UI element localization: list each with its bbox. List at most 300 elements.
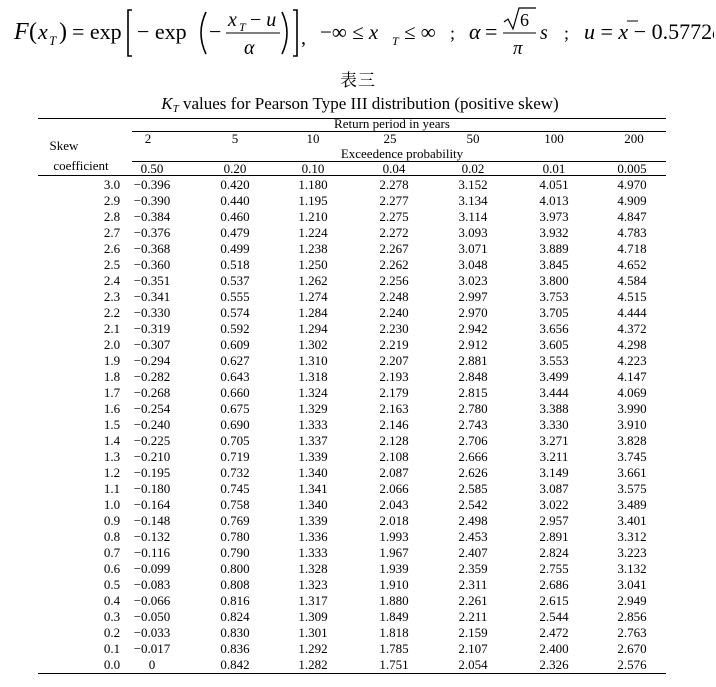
kt-value-cell: 2.087 [379, 465, 409, 480]
kt-value-cell: 0.460 [220, 209, 250, 224]
table-row [38, 417, 666, 433]
kt-value-cell: 2.407 [458, 545, 488, 560]
svg-text:= exp: = exp [72, 19, 122, 44]
kt-value-cell: 2.856 [617, 609, 647, 624]
skew-label-line-2: coefficient [53, 158, 109, 173]
table-row [38, 305, 666, 321]
kt-value-cell: 3.745 [617, 449, 647, 464]
return-period-header: 200 [624, 131, 644, 146]
kt-value-cell: 2.763 [617, 625, 647, 640]
kt-value-cell: 4.444 [617, 305, 647, 320]
kt-value-cell: 2.400 [539, 641, 569, 656]
kt-value-cell: 4.298 [617, 337, 647, 352]
kt-value-cell: 3.211 [539, 449, 569, 464]
table-row [38, 545, 666, 561]
kt-value-cell: −0.017 [133, 641, 171, 656]
skew-cell: 2.2 [103, 305, 121, 320]
kt-value-cell: 0.643 [220, 369, 250, 384]
table-row [38, 241, 666, 257]
kt-value-cell: 0.745 [220, 481, 250, 496]
kt-value-cell: −0.319 [133, 321, 171, 336]
kt-value-cell: 1.333 [298, 545, 328, 560]
table-row [38, 369, 666, 385]
kt-value-cell: 0.675 [220, 401, 250, 416]
exceedence-label: Exceedence probability [340, 146, 464, 161]
kt-value-cell: 2.542 [458, 497, 488, 512]
kt-value-cell: 3.048 [458, 257, 488, 272]
kt-value-cell: 1.339 [298, 449, 328, 464]
gumbel-formula [14, 2, 714, 60]
probability-header: 0.20 [223, 161, 247, 176]
probability-header: 0.005 [617, 161, 647, 176]
skew-cell: 2.5 [103, 257, 121, 272]
skew-cell: 2.4 [103, 273, 121, 288]
kt-value-cell: 2.211 [458, 609, 488, 624]
kt-value-cell: 0.842 [220, 657, 250, 672]
return-period-header: 100 [544, 131, 564, 146]
svg-text:=: = [485, 19, 498, 44]
svg-text:s: s [540, 22, 548, 44]
kt-value-cell: 2.219 [379, 337, 409, 352]
kt-value-cell: 3.134 [458, 193, 488, 208]
kt-value-cell: 2.706 [458, 433, 488, 448]
kt-value-cell: 3.661 [617, 465, 647, 480]
kt-value-cell: 2.207 [379, 353, 409, 368]
svg-text:F: F [14, 19, 29, 45]
kt-value-cell: 2.128 [379, 433, 409, 448]
table-row [38, 401, 666, 417]
kt-value-cell: 0.537 [220, 273, 250, 288]
kt-value-cell: 0.627 [220, 353, 250, 368]
skew-cell: 1.4 [103, 433, 121, 448]
kt-value-cell: −0.254 [133, 401, 171, 416]
svg-text:;: ; [564, 23, 570, 43]
kt-value-cell: −0.294 [133, 353, 171, 368]
table-row [38, 385, 666, 401]
kt-value-cell: 3.828 [617, 433, 647, 448]
kt-value-cell: 2.240 [379, 305, 409, 320]
table-row [38, 481, 666, 497]
table-row [38, 257, 666, 273]
kt-value-cell: 0.518 [220, 257, 250, 272]
skew-cell: 2.6 [103, 241, 121, 256]
kt-value-cell: −0.240 [133, 417, 171, 432]
kt-value-cell: −0.066 [133, 593, 171, 608]
kt-value-cell: 0.499 [220, 241, 250, 256]
kt-value-cell: 2.193 [379, 369, 409, 384]
title-k-symbol: K [161, 94, 173, 113]
kt-value-cell: 4.372 [617, 321, 647, 336]
kt-value-cell: 1.274 [298, 289, 328, 304]
kt-value-cell: 0.732 [220, 465, 250, 480]
kt-value-cell: −0.330 [133, 305, 171, 320]
kt-value-cell: 2.780 [458, 401, 488, 416]
kt-value-cell: 3.705 [539, 305, 569, 320]
kt-value-cell: 1.333 [298, 417, 328, 432]
probability-header: 0.50 [140, 161, 164, 176]
kt-value-cell: 4.584 [617, 273, 647, 288]
kt-value-cell: 2.311 [458, 577, 488, 592]
kt-value-cell: 1.294 [298, 321, 328, 336]
kt-value-cell: 0.420 [220, 177, 250, 192]
kt-value-cell: 1.324 [298, 385, 328, 400]
kt-value-cell: 3.910 [617, 417, 647, 432]
svg-text:,: , [301, 27, 306, 49]
kt-value-cell: 0.555 [220, 289, 250, 304]
kt-value-cell: 2.159 [458, 625, 488, 640]
kt-value-cell: 1.329 [298, 401, 328, 416]
kt-value-cell: 2.262 [379, 257, 409, 272]
kt-value-cell: 1.284 [298, 305, 328, 320]
kt-value-cell: −0.360 [133, 257, 171, 272]
kt-value-cell: 2.997 [458, 289, 488, 304]
kt-value-cell: 0.690 [220, 417, 250, 432]
kt-value-cell: 1.340 [298, 465, 328, 480]
kt-value-cell: −0.351 [133, 273, 171, 288]
table-row [38, 289, 666, 305]
skew-cell: 2.3 [103, 289, 121, 304]
kt-value-cell: 1.751 [379, 657, 409, 672]
kt-value-cell: −0.384 [133, 209, 171, 224]
svg-text:u = x − 0.5772α: u = x − 0.5772 [584, 19, 713, 44]
header-bottom-rule [38, 175, 666, 176]
svg-text:α: α [244, 37, 255, 59]
table-row [38, 321, 666, 337]
kt-value-cell: −0.099 [133, 561, 171, 576]
skew-cell: 1.0 [103, 497, 121, 512]
kt-value-cell: −0.368 [133, 241, 171, 256]
skew-cell: 2.0 [103, 337, 121, 352]
return-period-header: 10 [306, 131, 320, 146]
kt-value-cell: 1.250 [298, 257, 328, 272]
skew-cell: 0.2 [103, 625, 121, 640]
table-row [38, 177, 666, 193]
kt-value-cell: 2.544 [539, 609, 569, 624]
kt-value-cell: 2.163 [379, 401, 409, 416]
kt-value-cell: −0.033 [133, 625, 171, 640]
kt-value-cell: 4.013 [539, 193, 569, 208]
table-row [38, 273, 666, 289]
skew-cell: 1.2 [103, 465, 121, 480]
kt-value-cell: 3.800 [539, 273, 569, 288]
kt-value-cell: 4.652 [617, 257, 647, 272]
kt-value-cell: 3.499 [539, 369, 569, 384]
kt-value-cell: 1.317 [298, 593, 328, 608]
svg-text:): ) [59, 19, 67, 45]
kt-value-cell: 2.043 [379, 497, 409, 512]
kt-value-cell: 2.359 [458, 561, 488, 576]
kt-value-cell: 1.195 [298, 193, 328, 208]
kt-value-cell: 3.973 [539, 209, 569, 224]
kt-value-cell: 0.836 [220, 641, 250, 656]
kt-value-cell: −0.376 [133, 225, 171, 240]
table-row [38, 657, 666, 673]
kt-value-cell: 3.023 [458, 273, 488, 288]
table-row [38, 561, 666, 577]
svg-text:π: π [513, 38, 523, 59]
kt-value-cell: 2.585 [458, 481, 488, 496]
skew-cell: 0.1 [103, 641, 121, 656]
kt-value-cell: 2.453 [458, 529, 488, 544]
kt-value-cell: 3.932 [539, 225, 569, 240]
svg-text:6: 6 [520, 10, 529, 30]
kt-value-cell: 2.275 [379, 209, 409, 224]
kt-value-cell: 2.054 [458, 657, 488, 672]
kt-value-cell: −0.083 [133, 577, 171, 592]
skew-cell: 0.5 [103, 577, 121, 592]
svg-text:T: T [49, 33, 57, 48]
svg-text:− exp: − exp [137, 19, 187, 44]
kt-value-cell: 0.440 [220, 193, 250, 208]
kt-value-cell: 3.656 [539, 321, 569, 336]
kt-value-cell: 1.309 [298, 609, 328, 624]
kt-value-cell: 3.330 [539, 417, 569, 432]
skew-cell: 0.6 [103, 561, 121, 576]
kt-value-cell: 3.312 [617, 529, 647, 544]
kt-value-cell: 1.939 [379, 561, 409, 576]
svg-text:T: T [392, 34, 399, 48]
skew-cell: 1.1 [103, 481, 121, 496]
skew-cell: 2.1 [103, 321, 121, 336]
kt-value-cell: 3.132 [617, 561, 647, 576]
table-row [38, 641, 666, 657]
kt-value-cell: 1.818 [379, 625, 409, 640]
kt-value-cell: 0.790 [220, 545, 250, 560]
kt-value-cell: 4.847 [617, 209, 647, 224]
skew-cell: 1.5 [103, 417, 121, 432]
kt-value-cell: 2.108 [379, 449, 409, 464]
kt-value-cell: 3.388 [539, 401, 569, 416]
kt-value-cell: 3.152 [458, 177, 488, 192]
table-row [38, 193, 666, 209]
table-row [38, 465, 666, 481]
kt-value-cell: 2.272 [379, 225, 409, 240]
kt-value-cell: 0.705 [220, 433, 250, 448]
skew-cell: 1.8 [103, 369, 121, 384]
kt-value-cell: 1.910 [379, 577, 409, 592]
kt-value-cell: 0.808 [220, 577, 250, 592]
kt-value-cell: 0.719 [220, 449, 250, 464]
bottom-rule [38, 673, 666, 674]
kt-value-cell: 1.341 [298, 481, 328, 496]
kt-value-cell: 3.071 [458, 241, 488, 256]
probability-header: 0.04 [382, 161, 406, 176]
skew-cell: 1.7 [103, 385, 121, 400]
return-period-label: Return period in years [334, 116, 450, 131]
kt-value-cell: −0.180 [133, 481, 171, 496]
skew-cell: 0.3 [103, 609, 121, 624]
kt-value-cell: 4.069 [617, 385, 647, 400]
kt-value-cell: 4.051 [539, 177, 569, 192]
skew-cell: 1.6 [103, 401, 121, 416]
kt-value-cell: 3.087 [539, 481, 569, 496]
table-title [130, 94, 590, 115]
table-row [38, 577, 666, 593]
kt-value-cell: −0.050 [133, 609, 171, 624]
kt-value-cell: 3.223 [617, 545, 647, 560]
section-heading: 表三 [340, 71, 376, 91]
kt-value-cell: 1.323 [298, 577, 328, 592]
table-row [38, 625, 666, 641]
kt-value-cell: 2.230 [379, 321, 409, 336]
kt-value-cell: 2.881 [458, 353, 488, 368]
kt-value-cell: 1.302 [298, 337, 328, 352]
kt-value-cell: 0.574 [220, 305, 250, 320]
return-period-header: 2 [144, 131, 152, 146]
kt-value-cell: 2.248 [379, 289, 409, 304]
kt-value-cell: −0.210 [133, 449, 171, 464]
kt-value-cell: 2.066 [379, 481, 409, 496]
kt-value-cell: 2.267 [379, 241, 409, 256]
skew-cell: 0.7 [103, 545, 121, 560]
skew-cell: 2.9 [103, 193, 121, 208]
kt-value-cell: 1.328 [298, 561, 328, 576]
svg-text:α: α [469, 19, 481, 44]
svg-text:x: x [228, 9, 237, 31]
kt-value-cell: 0 [148, 657, 156, 672]
kt-value-cell: 1.224 [298, 225, 328, 240]
kt-value-cell: 2.278 [379, 177, 409, 192]
kt-value-cell: 2.498 [458, 513, 488, 528]
kt-value-cell: −0.282 [133, 369, 171, 384]
kt-value-cell: 2.670 [617, 641, 647, 656]
table-row [38, 593, 666, 609]
kt-value-cell: 0.780 [220, 529, 250, 544]
kt-value-cell: 0.800 [220, 561, 250, 576]
kt-value-cell: 0.824 [220, 609, 250, 624]
kt-value-cell: 3.114 [458, 209, 488, 224]
kt-value-cell: 2.949 [617, 593, 647, 608]
svg-text:− u: − u [250, 9, 277, 31]
kt-value-cell: 4.223 [617, 353, 647, 368]
skew-cell: 0.4 [103, 593, 121, 608]
kt-value-cell: 2.891 [539, 529, 569, 544]
kt-value-cell: 3.271 [539, 433, 569, 448]
kt-value-cell: 4.147 [617, 369, 647, 384]
kt-value-cell: 1.262 [298, 273, 328, 288]
kt-value-cell: −0.195 [133, 465, 171, 480]
kt-value-cell: 1.967 [379, 545, 409, 560]
title-k-subscript: T [172, 103, 179, 115]
probability-header: 0.01 [542, 161, 566, 176]
kt-value-cell: 2.472 [539, 625, 569, 640]
kt-value-cell: 2.686 [539, 577, 569, 592]
table-row [38, 353, 666, 369]
skew-cell: 1.3 [103, 449, 121, 464]
kt-value-cell: 2.626 [458, 465, 488, 480]
kt-value-cell: 2.666 [458, 449, 488, 464]
skew-cell: 2.8 [103, 209, 121, 224]
kt-value-cell: 4.783 [617, 225, 647, 240]
kt-value-cell: 3.889 [539, 241, 569, 256]
kt-value-cell: 3.489 [617, 497, 647, 512]
kt-value-cell: 2.957 [539, 513, 569, 528]
kt-value-cell: 2.848 [458, 369, 488, 384]
kt-value-cell: 2.261 [458, 593, 488, 608]
kt-value-cell: 2.743 [458, 417, 488, 432]
kt-value-cell: 2.146 [379, 417, 409, 432]
table-row [38, 513, 666, 529]
kt-value-cell: −0.341 [133, 289, 171, 304]
table-row [38, 225, 666, 241]
svg-text:−: − [209, 19, 222, 44]
kt-value-cell: 2.755 [539, 561, 569, 576]
kt-value-cell: −0.268 [133, 385, 171, 400]
kt-value-cell: −0.116 [133, 545, 171, 560]
kt-value-cell: 3.401 [617, 513, 647, 528]
return-period-header: 5 [231, 131, 239, 146]
kt-value-cell: 3.575 [617, 481, 647, 496]
kt-value-cell: −0.225 [133, 433, 171, 448]
kt-value-cell: 2.277 [379, 193, 409, 208]
kt-value-cell: 2.970 [458, 305, 488, 320]
svg-text:(: ( [29, 19, 37, 45]
kt-value-cell: 2.018 [379, 513, 409, 528]
kt-value-cell: 0.592 [220, 321, 250, 336]
kt-value-cell: 0.660 [220, 385, 250, 400]
kt-value-cell: 1.339 [298, 513, 328, 528]
title-text: values for Pearson Type III distribution (positive skew) [178, 94, 559, 113]
skew-cell: 2.7 [103, 225, 121, 240]
kt-value-cell: 3.990 [617, 401, 647, 416]
kt-value-cell: 1.993 [379, 529, 409, 544]
skew-cell: 0.9 [103, 513, 121, 528]
kt-value-cell: 4.515 [617, 289, 647, 304]
table-row [38, 449, 666, 465]
kt-value-cell: 1.282 [298, 657, 328, 672]
kt-value-cell: −0.390 [133, 193, 171, 208]
kt-value-cell: 2.912 [458, 337, 488, 352]
kt-value-cell: −0.164 [133, 497, 171, 512]
kt-value-cell: 2.815 [458, 385, 488, 400]
skew-cell: 1.9 [103, 353, 121, 368]
kt-value-cell: 1.849 [379, 609, 409, 624]
table-row [38, 209, 666, 225]
kt-value-cell: 3.444 [539, 385, 569, 400]
kt-value-cell: 1.238 [298, 241, 328, 256]
kt-value-cell: −0.307 [133, 337, 171, 352]
kt-value-cell: 1.301 [298, 625, 328, 640]
kt-value-cell: 0.769 [220, 513, 250, 528]
kt-value-cell: 0.758 [220, 497, 250, 512]
kt-value-cell: 0.609 [220, 337, 250, 352]
kt-value-cell: −0.148 [133, 513, 171, 528]
kt-value-cell: 0.816 [220, 593, 250, 608]
kt-value-cell: −0.132 [133, 529, 171, 544]
svg-text:x: x [38, 19, 48, 44]
kt-value-cell: 2.576 [617, 657, 647, 672]
return-period-header: 50 [466, 131, 480, 146]
table-row [38, 337, 666, 353]
return-period-header: 25 [383, 131, 397, 146]
kt-value-cell: 3.093 [458, 225, 488, 240]
svg-text:−∞ ≤ x: −∞ ≤ x [320, 20, 379, 44]
kt-value-cell: 2.107 [458, 641, 488, 656]
kt-value-cell: 2.256 [379, 273, 409, 288]
kt-value-cell: 1.292 [298, 641, 328, 656]
kt-value-cell: 1.880 [379, 593, 409, 608]
kt-value-cell: 2.824 [539, 545, 569, 560]
kt-value-cell: 1.180 [298, 177, 328, 192]
kt-value-cell: 3.845 [539, 257, 569, 272]
kt-value-cell: 3.041 [617, 577, 647, 592]
svg-text:;: ; [450, 23, 456, 43]
skew-label-line-1: Skew [49, 138, 79, 153]
kt-value-cell: 3.022 [539, 497, 569, 512]
table-row [38, 609, 666, 625]
kt-value-cell: 1.785 [379, 641, 409, 656]
kt-value-cell: 1.210 [298, 209, 328, 224]
